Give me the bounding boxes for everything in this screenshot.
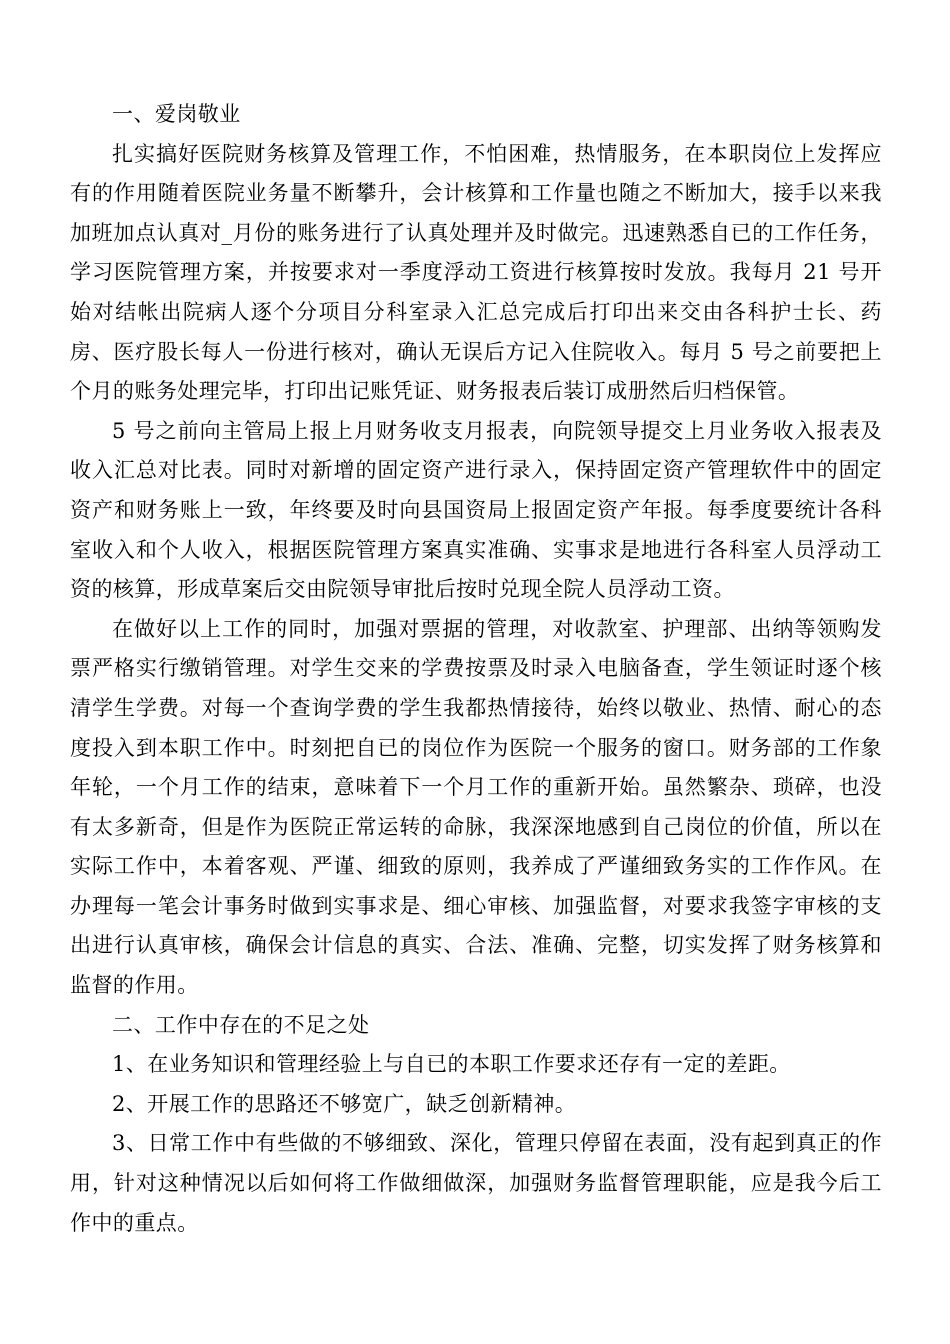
- paragraph-2: 5 号之前向主管局上报上月财务收支月报表，向院领导提交上月业务收入报表及收入汇总对比表。同时对新增的固定资产进行录入，保持固定资产管理软件中的固定资产和财务账上一致，年终要及时向县国资局上报固定资产年报。每季度要统计各科室收入和个人收入，根据医院管理方案真实准确、实事求是地进行各科室人员浮动工资的核算，形成草案后交由院领导审批后按时兑现全院人员浮动工资。: [70, 418, 882, 602]
- paragraph-3: 在做好以上工作的同时，加强对票据的管理，对收款室、护理部、出纳等领购发票严格实行缴销管理。对学生交来的学费按票及时录入电脑备查，学生领证时逐个核清学生学费。对每一个查询学费的学生我都热情接待，始终以敬业、热情、耐心的态度投入到本职工作中。时刻把自已的岗位作为医院一个服务的窗口。财务部的工作象年轮，一个月工作的结束，意味着下一个月工作的重新开始。虽然繁杂、琐碎，也没有太多新奇，但是作为医院正常运转的命脉，我深深地感到自己岗位的价值，所以在实际工作中，本着客观、严谨、细致的原则，我养成了严谨细致务实的工作作风。在办理每一笔会计事务时做到实事求是、细心审核、加强监督，对要求我签字审核的支出进行认真审核，确保会计信息的真实、合法、准确、完整，切实发挥了财务核算和监督的作用。: [70, 616, 882, 998]
- list-item-1: 1、在业务知识和管理经验上与自已的本职工作要求还存有一定的差距。: [112, 1052, 791, 1077]
- list-item-3: 3、日常工作中有些做的不够细致、深化，管理只停留在表面，没有起到真正的作用，针对这种情况以后如何将工作做细做深，加强财务监督管理职能，应是我今后工作中的重点。: [70, 1131, 882, 1235]
- list-item-2: 2、开展工作的思路还不够宽广，缺乏创新精神。: [112, 1091, 577, 1116]
- section-heading-1: 一、爱岗敬业: [112, 102, 241, 126]
- section-heading-2: 二、工作中存在的不足之处: [112, 1012, 370, 1037]
- document-body: [70, 95, 882, 1243]
- paragraph-1: 扎实搞好医院财务核算及管理工作，不怕困难，热情服务，在本职岗位上发挥应有的作用随着医院业务量不断攀升，会计核算和工作量也随之不断加大，接手以来我加班加点认真对_月份的账务进行了认真处理并及时做完。迅速熟悉自已的工作任务，学习医院管理方案，并按要求对一季度浮动工资进行核算按时发放。我每月 21 号开始对结帐出院病人逐个分项目分科室录入汇总完成后打印出来交由各科护士长、药房、医疗股长每人一份进行核对，确认无误后方记入住院收入。每月 5 号之前要把上个月的账务处理完毕，打印出记账凭证、财务报表后装订成册然后归档保管。: [70, 141, 882, 404]
